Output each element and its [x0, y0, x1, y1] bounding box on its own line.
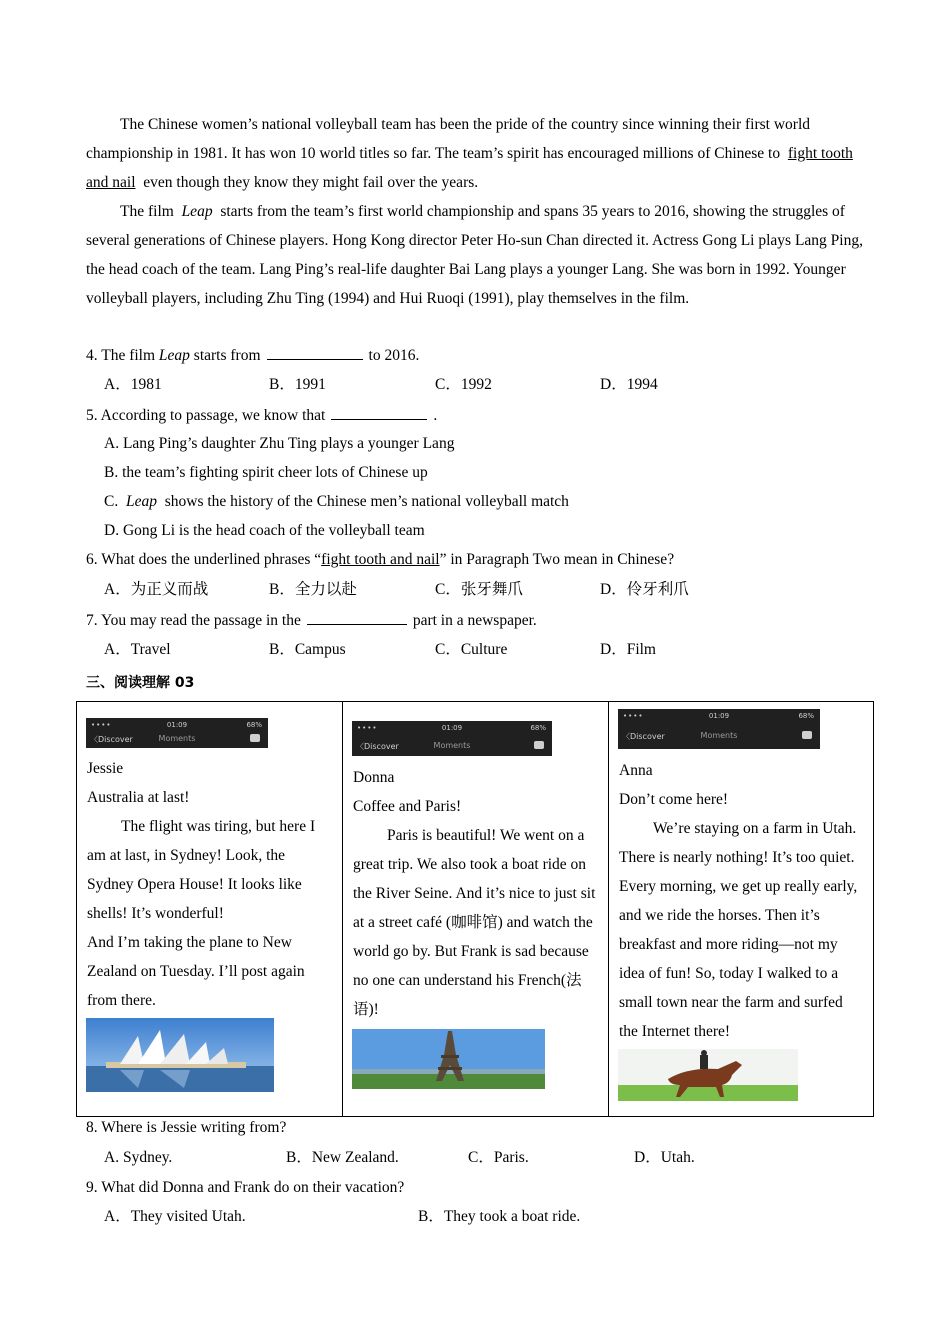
q8-option-c[interactable]: C．Paris.	[468, 1149, 529, 1166]
question-number: 6.	[86, 551, 98, 568]
question-number: 8.	[86, 1119, 98, 1136]
paragraph-1-text: The Chinese women’s national volleyball team has been the pride of the country since winning their first world championship in 1981. It has won 10 world titles so far. The team’s spirit has encouraged millions of Chinese to	[86, 116, 810, 162]
post-headline: Australia at last!	[87, 789, 190, 806]
battery-text: 68%	[798, 712, 814, 720]
post-headline: Don’t come here!	[619, 791, 729, 808]
post-text	[87, 754, 333, 1015]
paragraph-2-text-end: starts from the team’s first world championship and spans 35 years to 2016, showing the struggles of several generations of Chinese players. Hong Kong director Peter Ho-sun Chan directed it. Actress Gong Li plays Lang Ping, the head coach of the team. Lang Ping’s real-life daughter Bai Lang plays a younger Lang. She was born in 1992. Younger volleyball players, including Zhu Ting (1994) and Hui Ruoqi (1991), play themselves in the film.	[86, 203, 863, 307]
answer-blank[interactable]	[331, 405, 427, 420]
post-text	[619, 756, 865, 1046]
underlined-phrase: fight tooth and nail	[321, 551, 440, 568]
question-stem: What did Donna and Frank do on their vacation?	[101, 1179, 405, 1196]
battery-text: 68%	[246, 721, 262, 729]
question-7	[86, 610, 537, 631]
clock-text: 01:09	[441, 724, 463, 732]
q7-option-a[interactable]: A．Travel	[104, 641, 171, 658]
q4-option-c[interactable]: C．1992	[435, 376, 492, 393]
eiffel-tower-image	[352, 1029, 545, 1089]
moments-table	[76, 701, 874, 1117]
clock-text: 01:09	[166, 721, 188, 729]
question-8	[86, 1118, 286, 1138]
post-author: Jessie	[87, 760, 124, 777]
q4-option-a[interactable]: A．1981	[104, 376, 162, 393]
post-author: Anna	[619, 762, 653, 779]
q5-option-c[interactable]	[104, 492, 569, 512]
question-number: 4.	[86, 347, 98, 364]
q9-option-b[interactable]: B．They took a boat ride.	[418, 1208, 581, 1225]
phone-header	[352, 721, 552, 756]
question-number: 7.	[86, 612, 98, 629]
q8-option-b[interactable]: B．New Zealand.	[286, 1149, 399, 1166]
answer-blank[interactable]	[267, 345, 363, 360]
question-stem: You may read the passage in the	[100, 612, 301, 629]
q6-option-b[interactable]: B．全力以赴	[269, 581, 357, 598]
question-stem: part in a newspaper.	[412, 612, 537, 629]
post-body: The flight was tiring, but here I am at last, in Sydney! Look, the Sydney Opera House! It looks like shells! It’s wonderful!	[87, 818, 316, 922]
back-button[interactable]: 〈Discover	[356, 742, 399, 751]
q4-option-d[interactable]: D．1994	[600, 376, 658, 393]
camera-icon[interactable]	[534, 741, 544, 749]
q5-option-b[interactable]: B. the team’s fighting spirit cheer lots of Chinese up	[104, 464, 428, 481]
passage-paragraph-2	[86, 197, 876, 313]
post-headline: Coffee and Paris!	[353, 798, 462, 815]
battery-text: 68%	[530, 724, 546, 732]
q5-option-a[interactable]: A. Lang Ping’s daughter Zhu Ting plays a younger Lang	[104, 435, 455, 452]
question-end: .	[433, 407, 438, 424]
question-number: 9.	[86, 1179, 98, 1196]
screen-title: Moments	[700, 731, 738, 740]
post-cell-donna	[343, 702, 609, 1116]
sydney-opera-house-image	[86, 1018, 274, 1092]
signal-icon: ••••	[91, 721, 112, 729]
option-letter: C.	[104, 493, 119, 510]
q8-option-d[interactable]: D．Utah.	[634, 1149, 695, 1166]
film-title: Leap	[158, 347, 190, 364]
question-stem: ” in Paragraph Two mean in Chinese?	[439, 551, 675, 568]
q5-option-d[interactable]: D. Gong Li is the head coach of the volleyball team	[104, 522, 425, 539]
q9-option-a[interactable]: A．They visited Utah.	[104, 1208, 246, 1225]
film-title: Leap	[125, 493, 157, 510]
question-5	[86, 405, 437, 426]
post-cell-jessie	[77, 702, 343, 1116]
question-6	[86, 550, 674, 570]
question-stem: What does the underlined phrases “	[101, 551, 322, 568]
post-body: We’re staying on a farm in Utah. There is nearly nothing! It’s too quiet. Every morning, we get up really early, and we ride the horses. Then it’s breakfast and more riding—not my idea of fun! So, today I walked to a small town near the farm and surfed the Internet there!	[619, 820, 858, 1040]
question-4	[86, 345, 419, 366]
section-title: 三、阅读理解 03	[86, 675, 195, 691]
phone-header	[86, 718, 268, 748]
phone-header	[618, 709, 820, 749]
camera-icon[interactable]	[250, 734, 260, 742]
signal-icon: ••••	[623, 712, 644, 720]
post-text	[353, 763, 599, 1024]
q6-option-d[interactable]: D．伶牙利爪	[600, 581, 689, 598]
q7-option-c[interactable]: C．Culture	[435, 641, 508, 658]
post-cell-anna	[609, 702, 875, 1116]
signal-icon: ••••	[357, 724, 378, 732]
q8-option-a[interactable]: A. Sydney.	[104, 1149, 173, 1166]
question-stem: to 2016.	[368, 347, 420, 364]
underlined-phrase: fight tooth and nail	[86, 145, 853, 191]
q7-option-d[interactable]: D．Film	[600, 641, 656, 658]
clock-text: 01:09	[708, 712, 730, 720]
question-stem: According to passage, we know that	[100, 407, 326, 424]
film-title: Leap	[181, 203, 213, 220]
question-stem: Where is Jessie writing from?	[101, 1119, 287, 1136]
question-stem: starts from	[193, 347, 261, 364]
screen-title: Moments	[158, 734, 196, 743]
question-9	[86, 1178, 404, 1198]
answer-blank[interactable]	[307, 610, 407, 625]
post-author: Donna	[353, 769, 395, 786]
camera-icon[interactable]	[802, 731, 812, 739]
question-stem: The film	[101, 347, 156, 364]
back-button[interactable]: 〈Discover	[90, 735, 133, 744]
paragraph-2-text: The film	[120, 203, 174, 220]
horse-riding-image	[618, 1049, 798, 1101]
paragraph-1-text-end: even though they know they might fail over the years.	[143, 174, 479, 191]
q7-option-b[interactable]: B．Campus	[269, 641, 346, 658]
q6-option-c[interactable]: C．张牙舞爪	[435, 581, 523, 598]
post-body-2: And I’m taking the plane to New Zealand on Tuesday. I’ll post again from there.	[87, 934, 305, 1009]
passage-paragraph-1	[86, 110, 876, 197]
question-number: 5.	[86, 407, 98, 424]
back-button[interactable]: 〈Discover	[622, 732, 665, 741]
q4-option-b[interactable]: B．1991	[269, 376, 326, 393]
option-text: shows the history of the Chinese men’s national volleyball match	[164, 493, 569, 510]
post-body: Paris is beautiful! We went on a great trip. We also took a boat ride on the River Seine. And it’s nice to just sit at a street café (咖啡馆) and watch the world go by. But Frank is sad because no one can understand his French(法语)!	[353, 827, 596, 1018]
q6-option-a[interactable]: A．为正义而战	[104, 581, 209, 598]
screen-title: Moments	[433, 741, 471, 750]
